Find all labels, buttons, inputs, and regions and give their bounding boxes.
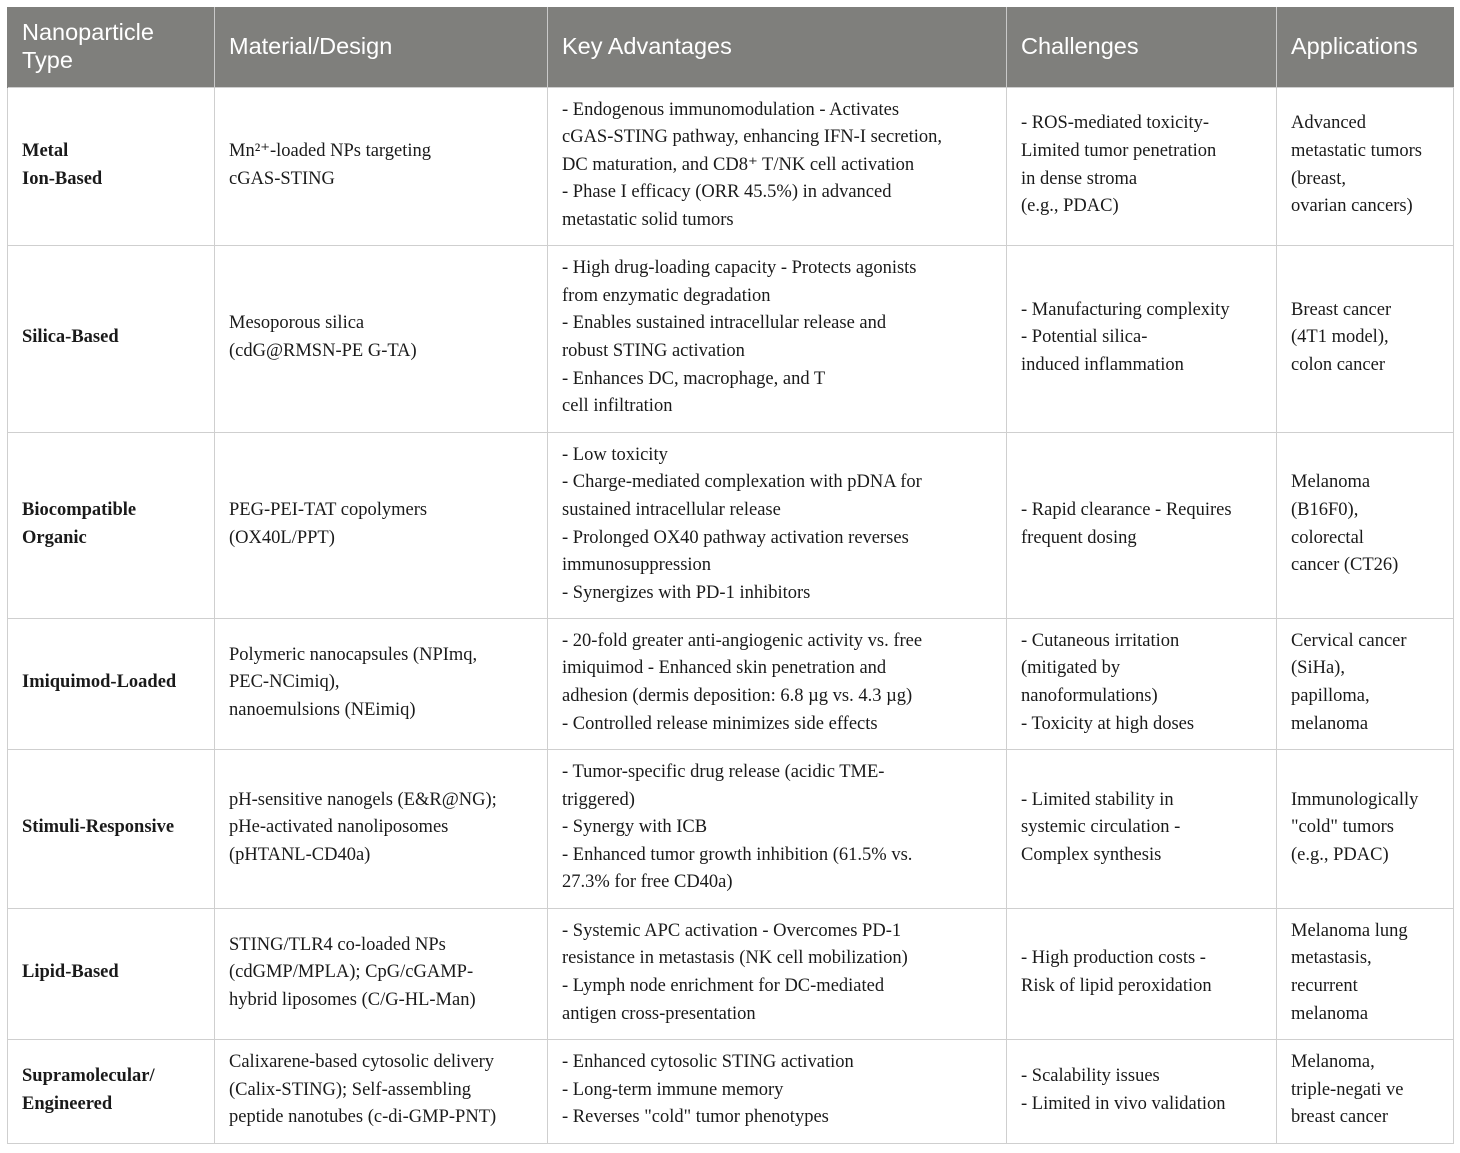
table-row [8, 246, 1454, 433]
material-design-cell: Mesoporous silica (cdG@RMSN-PE G-TA) [215, 246, 548, 433]
material-design-cell: Mn²⁺-loaded NPs targeting cGAS-STING [215, 88, 548, 246]
key-advantages-cell: - Enhanced cytosolic STING activation - Long-term immune memory - Reverses "cold" tumor phenotypes [548, 1040, 1007, 1144]
applications-cell: Melanoma, triple-negati ve breast cancer [1277, 1040, 1454, 1144]
table-row [8, 88, 1454, 246]
table-row [8, 750, 1454, 909]
nanoparticle-type-cell: Metal Ion-Based [8, 88, 215, 246]
header-material-design: Material/Design [215, 7, 548, 88]
key-advantages-cell: - Low toxicity - Charge-mediated complexation with pDNA for sustained intracellular release - Prolonged OX40 pathway activation reverses immunosuppression - Synergizes with PD-1 inhibitors [548, 433, 1007, 619]
nanoparticle-type-cell: Imiquimod-Loaded [8, 619, 215, 750]
applications-cell: Breast cancer (4T1 model), colon cancer [1277, 246, 1454, 433]
nanoparticle-type-cell: Silica-Based [8, 246, 215, 433]
applications-cell: Advanced metastatic tumors (breast, ovarian cancers) [1277, 88, 1454, 246]
table-row [8, 909, 1454, 1040]
challenges-cell: - Cutaneous irritation (mitigated by nanoformulations) - Toxicity at high doses [1007, 619, 1277, 750]
table-body [8, 88, 1454, 1144]
key-advantages-cell: - Systemic APC activation - Overcomes PD-1 resistance in metastasis (NK cell mobilization) - Lymph node enrichment for DC-mediated antigen cross-presentation [548, 909, 1007, 1040]
table-row [8, 1040, 1454, 1144]
header-nanoparticle-type: Nanoparticle Type [8, 7, 215, 88]
nanoparticle-type-cell: Biocompatible Organic [8, 433, 215, 619]
applications-cell: Immunologically "cold" tumors (e.g., PDAC) [1277, 750, 1454, 909]
key-advantages-cell: - Tumor-specific drug release (acidic TME- triggered) - Synergy with ICB - Enhanced tumor growth inhibition (61.5% vs. 27.3% for free CD40a) [548, 750, 1007, 909]
applications-cell: Cervical cancer (SiHa), papilloma, melanoma [1277, 619, 1454, 750]
key-advantages-cell: - Endogenous immunomodulation - Activates cGAS-STING pathway, enhancing IFN-I secretion, DC maturation, and CD8⁺ T/NK cell activation - Phase I efficacy (ORR 45.5%) in advanced metastatic solid tumors [548, 88, 1007, 246]
header-applications: Applications [1277, 7, 1454, 88]
applications-cell: Melanoma (B16F0), colorectal cancer (CT26) [1277, 433, 1454, 619]
material-design-cell: STING/TLR4 co-loaded NPs (cdGMP/MPLA); CpG/cGAMP- hybrid liposomes (C/G-HL-Man) [215, 909, 548, 1040]
nanoparticle-type-cell: Lipid-Based [8, 909, 215, 1040]
table-row [8, 619, 1454, 750]
material-design-cell: Calixarene-based cytosolic delivery (Calix-STING); Self-assembling peptide nanotubes (c-di-GMP-PNT) [215, 1040, 548, 1144]
material-design-cell: PEG-PEI-TAT copolymers (OX40L/PPT) [215, 433, 548, 619]
challenges-cell: - Limited stability in systemic circulation - Complex synthesis [1007, 750, 1277, 909]
nanoparticle-type-cell: Supramolecular/ Engineered [8, 1040, 215, 1144]
applications-cell: Melanoma lung metastasis, recurrent melanoma [1277, 909, 1454, 1040]
header-row [8, 7, 1454, 88]
material-design-cell: pH-sensitive nanogels (E&R@NG); pHe-activated nanoliposomes (pHTANL-CD40a) [215, 750, 548, 909]
challenges-cell: - High production costs - Risk of lipid peroxidation [1007, 909, 1277, 1040]
key-advantages-cell: - High drug-loading capacity - Protects agonists from enzymatic degradation - Enables sustained intracellular release and robust STING activation - Enhances DC, macrophage, and T cell infiltration [548, 246, 1007, 433]
nanoparticle-type-cell: Stimuli-Responsive [8, 750, 215, 909]
key-advantages-cell: - 20-fold greater anti-angiogenic activity vs. free imiquimod - Enhanced skin penetration and adhesion (dermis deposition: 6.8 µg vs. 4.3 µg) - Controlled release minimizes side effects [548, 619, 1007, 750]
table-row [8, 433, 1454, 619]
table-header [8, 7, 1454, 88]
challenges-cell: - Rapid clearance - Requires frequent dosing [1007, 433, 1277, 619]
challenges-cell: - Manufacturing complexity - Potential silica- induced inflammation [1007, 246, 1277, 433]
challenges-cell: - ROS-mediated toxicity- Limited tumor penetration in dense stroma (e.g., PDAC) [1007, 88, 1277, 246]
material-design-cell: Polymeric nanocapsules (NPImq, PEC-NCimiq), nanoemulsions (NEimiq) [215, 619, 548, 750]
nanoparticle-comparison-table [7, 7, 1454, 1144]
challenges-cell: - Scalability issues - Limited in vivo validation [1007, 1040, 1277, 1144]
header-key-advantages: Key Advantages [548, 7, 1007, 88]
header-challenges: Challenges [1007, 7, 1277, 88]
